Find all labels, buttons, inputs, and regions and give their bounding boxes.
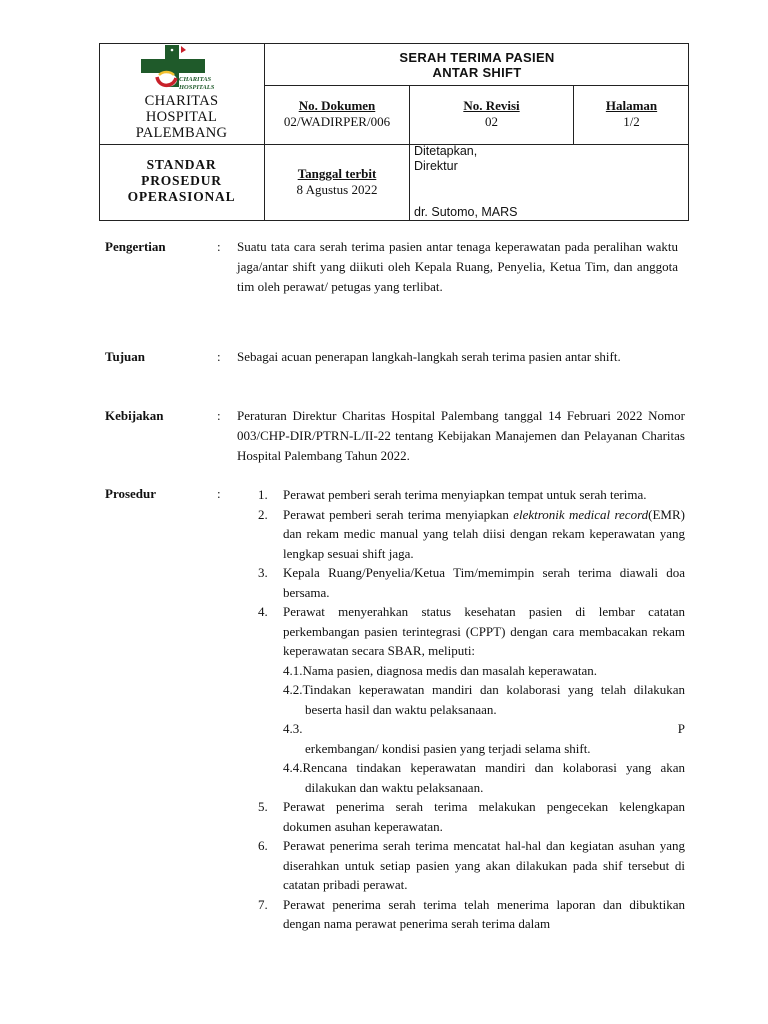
step-text: (EMR) dan rekam medic manual yang telah diisi dengan rekam keperawatan yang lengkap sesuai shift jaga. xyxy=(283,506,685,561)
hospital-name-line-1: CHARITAS xyxy=(144,93,219,109)
sub-step-number: 4.4. xyxy=(283,760,303,775)
hospital-logo xyxy=(137,44,227,92)
table-divider-v4 xyxy=(409,144,410,221)
procedure-step xyxy=(258,895,685,934)
title-line-2: ANTAR SHIFT xyxy=(432,65,522,80)
step-text: Perawat menyerahkan status kesehatan pasien di lembar catatan perkembangan pasien terintegrasi (CPPT) dengan cara membacakan rekam keperawatan secara SBAR, meliputi: xyxy=(283,604,685,658)
step-text: Perawat penerima serah terima telah menerima laporan dan dibuktikan dengan nama perawat penerima serah terima dalam xyxy=(283,896,685,931)
approval-line-2: Direktur xyxy=(414,159,458,173)
colon: : xyxy=(217,239,221,254)
procedure-step xyxy=(258,836,685,895)
sub-step-list xyxy=(283,661,685,798)
section-heading-pengertian: Pengertian xyxy=(105,239,166,254)
sop-line-2: PROSEDUR xyxy=(141,173,222,188)
sop-label xyxy=(99,157,264,205)
step-number: 1. xyxy=(258,487,268,502)
doc-number-cell xyxy=(265,98,409,129)
table-divider-h1 xyxy=(264,85,689,86)
step-text: Perawat pemberi serah terima menyiapkan tempat untuk serah terima. xyxy=(283,487,647,502)
revision-value: 02 xyxy=(485,114,498,129)
step-number: 6. xyxy=(258,838,268,853)
sub-step-number: 4.2. xyxy=(283,682,303,697)
step-number: 4. xyxy=(258,604,268,619)
procedure-step xyxy=(258,797,685,836)
procedure-step xyxy=(258,602,685,797)
section-heading-prosedur: Prosedur xyxy=(105,486,157,501)
step-text: Perawat penerima serah terima melakukan pengecekan kelengkapan dokumen asuhan keperawatan. xyxy=(283,799,685,834)
section-heading-tujuan: Tujuan xyxy=(105,349,145,364)
document-title xyxy=(265,50,689,80)
issue-date-cell xyxy=(265,166,409,197)
sub-step-number: 4.3. xyxy=(283,721,303,736)
section-heading-kebijakan: Kebijakan xyxy=(105,408,164,423)
section-text-tujuan: Sebagai acuan penerapan langkah-langkah serah terima pasien antar shift. xyxy=(237,349,621,364)
page-label: Halaman xyxy=(605,98,658,113)
title-line-1: SERAH TERIMA PASIEN xyxy=(399,50,555,65)
step-number: 7. xyxy=(258,896,268,912)
cross-logo-icon xyxy=(137,44,227,92)
procedure-step xyxy=(258,563,685,602)
colon: : xyxy=(217,486,221,501)
sub-step-text: erkembangan/ kondisi pasien yang terjadi selama shift. xyxy=(305,740,591,756)
sub-step-number: 4.1. xyxy=(283,662,303,678)
sub-step-text: Rencana tindakan keperawatan mandiri dan kolaborasi yang akan dilakukan dan waktu pelaksanaan. xyxy=(302,760,685,795)
approval-block xyxy=(414,144,684,174)
step-text-italic: elektronik medical record xyxy=(513,506,649,522)
step-number: 2. xyxy=(258,506,268,522)
doc-number-value: 02/WADIRPER/006 xyxy=(283,114,391,129)
sub-step xyxy=(283,758,685,797)
doc-number-label: No. Dokumen xyxy=(298,98,376,113)
signatory-name: dr. Sutomo, MARS xyxy=(414,205,518,219)
approval-line-1: Ditetapkan, xyxy=(414,144,478,158)
procedure-step xyxy=(258,485,685,505)
table-border-bottom xyxy=(99,220,689,221)
step-text: Perawat pemberi serah terima menyiapkan xyxy=(283,506,514,522)
section-text-kebijakan: Peraturan Direktur Charitas Hospital Palembang tanggal 14 Februari 2022 Nomor 003/CHP-DIR/PTRN-L/II-22 tentang Kebijakan Manajemen dan Pelayanan Charitas Hospital Palembang Tahun 2022. xyxy=(237,408,685,463)
hospital-name-line-2: HOSPITAL xyxy=(145,109,218,125)
sub-step xyxy=(283,661,685,681)
issue-date-value: 8 Agustus 2022 xyxy=(296,182,378,197)
step-text: Perawat penerima serah terima mencatat hal-hal dan kegiatan asuhan yang diserahkan untuk setiap pasien yang akan dilakukan pada shif tersebut di catatan pribadi perawat. xyxy=(283,838,685,892)
step-number: 3. xyxy=(258,565,268,580)
sop-line-3: OPERASIONAL xyxy=(127,189,236,204)
section-text-pengertian: Suatu tata cara serah terima pasien antar tenaga keperawatan pada peralihan waktu jaga/antar shift yang diikuti oleh Kepala Ruang, Penyelia, Ketua Tim, dan anggota tim oleh perawat/ petugas yang terlibat. xyxy=(237,239,678,294)
sub-step-text: Nama pasien, diagnosa medis dan masalah keperawatan. xyxy=(302,662,598,678)
step-number: 5. xyxy=(258,799,268,814)
revision-label: No. Revisi xyxy=(463,98,520,113)
hospital-name-line-3: PALEMBANG xyxy=(135,125,228,141)
procedure-step xyxy=(258,505,685,564)
procedure-list xyxy=(258,485,685,934)
step-text: Kepala Ruang/Penyelia/Ketua Tim/memimpin serah terima diawali doa bersama. xyxy=(283,565,685,600)
document-header-table xyxy=(99,43,689,221)
revision-cell xyxy=(410,98,573,129)
hospital-name xyxy=(99,93,264,141)
issue-date-label: Tanggal terbit xyxy=(297,166,377,181)
logo-wordmark: CHARITAS HOSPITALS xyxy=(179,76,215,91)
sub-step-text: P xyxy=(677,721,685,736)
sub-step xyxy=(283,680,685,719)
colon: : xyxy=(217,349,221,364)
page-value: 1/2 xyxy=(623,114,640,129)
colon: : xyxy=(217,408,221,423)
sop-line-1: STANDAR xyxy=(146,157,217,172)
sub-step xyxy=(283,719,685,758)
page-cell xyxy=(574,98,689,129)
sub-step-text: Tindakan keperawatan mandiri dan kolaborasi yang telah dilakukan beserta hasil dan waktu pelaksanaan. xyxy=(302,682,685,717)
